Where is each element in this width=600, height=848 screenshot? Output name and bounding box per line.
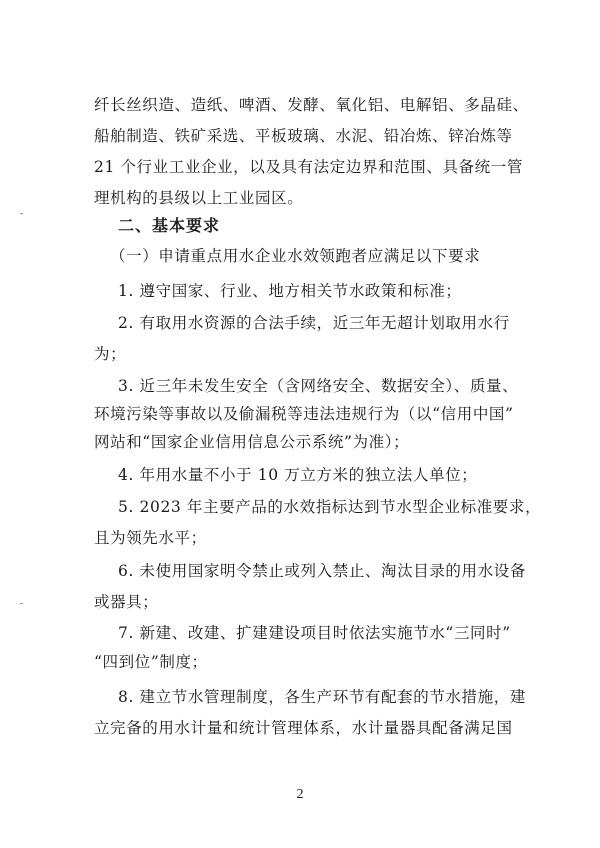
requirement-5-line: 且为领先水平；	[94, 529, 207, 547]
requirement-1-line: 1. 遵守国家、行业、地方相关节水政策和标准；	[118, 282, 462, 300]
page-number: 2	[296, 787, 304, 802]
subsection-heading: （一）申请重点用水企业水效领跑者应满足以下要求	[110, 247, 481, 265]
requirement-6-line: 6. 未使用国家明令禁止或列入禁止、淘汰目录的用水设备	[118, 562, 526, 580]
requirement-6-line: 或器具；	[94, 593, 159, 611]
paragraph-line: 理机构的县级以上工业园区。	[94, 189, 304, 207]
paragraph-line: 21 个行业工业企业，以及具有法定边界和范围、具备统一管	[94, 158, 523, 176]
requirement-2-line: 2. 有取用水资源的合法手续，近三年无超计划取用水行	[118, 314, 510, 332]
requirement-7-line: 7. 新建、改建、扩建建设项目时依法实施节水“三同时”	[118, 624, 511, 642]
scan-mark	[20, 603, 23, 604]
requirement-2-line: 为；	[94, 345, 127, 363]
requirement-4-line: 4. 年用水量不小于 10 万立方米的独立法人单位；	[118, 466, 478, 484]
requirement-3-line: 网站和“国家企业信用信息公示系统”为准）；	[94, 433, 410, 451]
requirement-8-line: 8. 建立节水管理制度，各生产环节有配套的节水措施，建	[118, 688, 526, 706]
scan-mark	[20, 213, 23, 214]
section-heading: 二、基本要求	[118, 216, 221, 235]
requirement-5-line: 5. 2023 年主要产品的水效指标达到节水型企业标准要求，	[118, 498, 542, 516]
requirement-3-line: 3. 近三年未发生安全（含网络安全、数据安全）、质量、	[118, 377, 519, 395]
requirement-8-line: 立完备的用水计量和统计管理体系，水计量器具配备满足国	[94, 719, 513, 737]
requirement-3-line: 环境污染等事故以及偷漏税等违法违规行为（以“信用中国”	[94, 405, 514, 423]
paragraph-line: 纤长丝织造、造纸、啤酒、发酵、氧化铝、电解铝、多晶硅、	[94, 96, 529, 114]
paragraph-line: 船舶制造、铁矿采选、平板玻璃、水泥、铅冶炼、锌冶炼等	[94, 127, 513, 145]
requirement-7-line: “四到位”制度；	[94, 653, 208, 671]
